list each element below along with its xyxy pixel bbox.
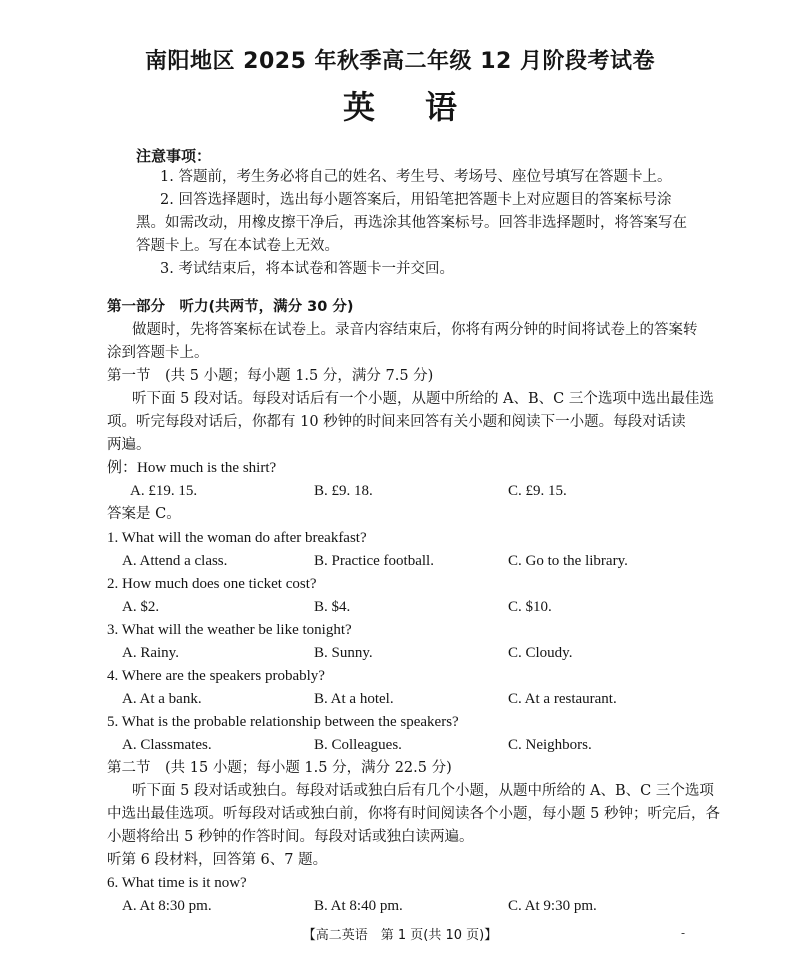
q1-option-a: A. Attend a class. <box>122 553 228 569</box>
subject-title: 英语 <box>342 88 507 126</box>
q3-option-c: C. Cloudy. <box>508 645 573 661</box>
q2-option-c: C. $10. <box>508 599 552 615</box>
section2-intro-line-1: 听下面 5 段对话或独白。每段对话或独白后有几个小题，从题中所给的 A、B、C 三个选项 <box>132 783 714 799</box>
notice-item-1: 1. 答题前，考生务必将自己的姓名、考生号、考场号、座位号填写在答题卡上。 <box>160 169 672 185</box>
question-3: 3. What will the weather be like tonight? <box>107 622 352 638</box>
notice-item-3: 3. 考试结束后，将本试卷和答题卡一并交回。 <box>160 261 454 277</box>
page-footer: 【高二英语 第 1 页(共 10 页)】 <box>302 928 498 943</box>
section2-heading: 第二节 (共 15 小题；每小题 1.5 分，满分 22.5 分) <box>107 760 452 776</box>
corner-mark: - <box>681 926 686 940</box>
question-1: 1. What will the woman do after breakfast? <box>107 530 367 546</box>
q4-option-a: A. At a bank. <box>122 691 202 707</box>
question-6: 6. What time is it now? <box>107 875 247 891</box>
example-option-a: A. £19. 15. <box>130 483 198 499</box>
q6-option-b: B. At 8:40 pm. <box>314 898 403 914</box>
q6-option-a: A. At 8:30 pm. <box>122 898 212 914</box>
q6-option-c: C. At 9:30 pm. <box>508 898 597 914</box>
section1-intro-line-3: 两遍。 <box>107 437 151 453</box>
section1-intro-line-2: 项。听完每段对话后，你都有 10 秒钟的时间来回答有关小题和阅读下一小题。每段对话读 <box>107 414 686 430</box>
q2-option-b: B. $4. <box>314 599 351 615</box>
q5-option-a: A. Classmates. <box>122 737 212 753</box>
q3-option-a: A. Rainy. <box>122 645 179 661</box>
notice-item-2-line-3: 答题卡上。写在本试卷上无效。 <box>136 238 339 254</box>
notice-item-2-line-1: 2. 回答选择题时，选出每小题答案后，用铅笔把答题卡上对应题目的答案标号涂 <box>160 192 672 208</box>
material-6-instruction: 听第 6 段材料，回答第 6、7 题。 <box>107 852 328 868</box>
exam-title: 南阳地区 2025 年秋季高二年级 12 月阶段考试卷 <box>145 49 655 74</box>
question-4: 4. Where are the speakers probably? <box>107 668 325 684</box>
q1-option-c: C. Go to the library. <box>508 553 628 569</box>
notice-heading: 注意事项： <box>136 147 212 165</box>
question-2: 2. How much does one ticket cost? <box>107 576 317 592</box>
q1-option-b: B. Practice football. <box>314 553 434 569</box>
example-option-c: C. £9. 15. <box>508 483 567 499</box>
example-answer: 答案是 C。 <box>107 506 181 522</box>
q5-option-b: B. Colleagues. <box>314 737 402 753</box>
section2-intro-line-2: 中选出最佳选项。听每段对话或独白前，你将有时间阅读各个小题，每小题 5 秒钟；听完后，各 <box>107 806 720 822</box>
example-question: 例：How much is the shirt? <box>107 460 277 476</box>
example-option-b: B. £9. 18. <box>314 483 373 499</box>
section1-intro-line-1: 听下面 5 段对话。每段对话后有一个小题，从题中所给的 A、B、C 三个选项中选出最佳选 <box>132 391 714 407</box>
part1-intro-line-2: 涂到答题卡上。 <box>107 345 209 361</box>
notice-item-2-line-2: 黑。如需改动，用橡皮擦干净后，再选涂其他答案标号。回答非选择题时，将答案写在 <box>136 215 687 231</box>
section2-intro-line-3: 小题将给出 5 秒钟的作答时间。每段对话或独白读两遍。 <box>107 829 474 845</box>
part1-heading: 第一部分 听力(共两节，满分 30 分) <box>107 299 354 315</box>
q2-option-a: A. $2. <box>122 599 160 615</box>
q3-option-b: B. Sunny. <box>314 645 373 661</box>
q4-option-b: B. At a hotel. <box>314 691 394 707</box>
question-5: 5. What is the probable relationship between the speakers? <box>107 714 459 730</box>
section1-heading: 第一节 (共 5 小题；每小题 1.5 分，满分 7.5 分) <box>107 368 434 384</box>
q5-option-c: C. Neighbors. <box>508 737 592 753</box>
part1-intro-line-1: 做题时，先将答案标在试卷上。录音内容结束后，你将有两分钟的时间将试卷上的答案转 <box>132 322 698 338</box>
q4-option-c: C. At a restaurant. <box>508 691 617 707</box>
